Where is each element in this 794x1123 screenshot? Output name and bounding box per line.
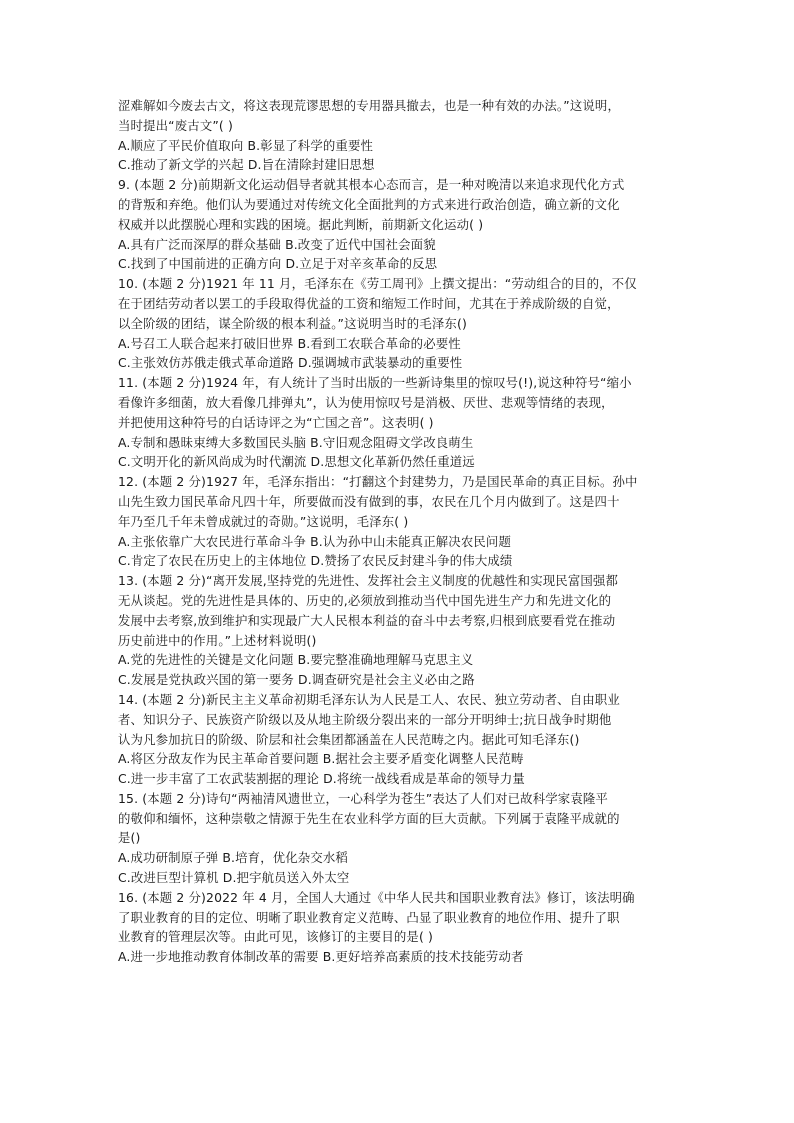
question-line: 看像许多细菌，放大看像几排弹丸”，认为使用惊叹号是消极、厌世、悲观等情绪的表现， xyxy=(118,394,614,410)
answer-options: C.改进巨型计算机 D.把宇航员送入外太空 xyxy=(118,870,350,886)
question-line: 者、知识分子、民族资产阶级以及从地主阶级分裂出来的一部分开明绅士;抗日战争时期他 xyxy=(118,711,612,727)
answer-options: C.肯定了农民在历史上的主体地位 D.赞扬了农民反封建斗争的伟大成绩 xyxy=(118,553,513,569)
question-line: 的敬仰和缅怀，这种崇敬之情源于先生在农业科学方面的巨大贡献。下列属于袁隆平成就的 xyxy=(118,810,620,826)
question-block xyxy=(118,888,684,967)
answer-options: C.发展是党执政兴国的第一要务 D.调查研究是社会主义必由之路 xyxy=(118,672,475,688)
intro-option: A.顺应了平民价值取向 B.彰显了科学的重要性 xyxy=(118,137,374,153)
question-line: 年乃至几千年未曾成就过的奇勋。”这说明，毛泽东( ) xyxy=(118,513,409,529)
question-stem: 11. (本题 2 分)1924 年，有人统计了当时出版的一些新诗集里的惊叹号(!),说这种符号“缩小 xyxy=(118,375,632,391)
intro-line: 涩难解如今废去古文，将这表现荒谬思想的专用器具撤去，也是一种有效的办法。”这说明， xyxy=(118,98,620,113)
question-line: 在于团结劳动者以罢工的手段取得优益的工资和缩短工作时间，尤其在于养成阶级的自觉， xyxy=(118,295,620,311)
answer-options: A.主张依靠广大农民进行革命斗争 B.认为孙中山未能真正解决农民问题 xyxy=(118,533,512,549)
intro-line: 当时提出“废古文”( ) xyxy=(118,117,233,133)
question-block xyxy=(118,175,684,274)
question-line: 认为凡参加抗日的阶级、阶层和社会集团都涵盖在人民范畴之内。据此可知毛泽东() xyxy=(118,731,580,747)
question-stem: 13. (本题 2 分)“离开发展,坚持党的先进性、发挥社会主义制度的优越性和实现民富国强都 xyxy=(118,573,619,589)
question-line: 是() xyxy=(118,830,141,846)
answer-options: A.成功研制原子弹 B.培育，优化杂交水稻 xyxy=(118,850,348,866)
question-line: 无从谈起。党的先进性是具体的、历史的,必须放到推动当代中国先进生产力和先进文化的 xyxy=(118,592,612,608)
answer-options: C.找到了中国前进的正确方向 D.立足于对辛亥革命的反思 xyxy=(118,256,438,272)
answer-options: A.具有广泛而深厚的群众基础 B.改变了近代中国社会面貌 xyxy=(118,236,436,252)
answer-options: A.号召工人联合起来打破旧世界 B.看到工农联合革命的必要性 xyxy=(118,335,461,351)
answer-options: A.将区分敌友作为民主革命首要问题 B.据社会主要矛盾变化调整人民范畴 xyxy=(118,751,524,767)
answer-options: C.主张效仿苏俄走俄式革命道路 D.强调城市武装暴动的重要性 xyxy=(118,355,463,371)
question-block xyxy=(118,789,684,888)
question-block xyxy=(118,571,684,690)
question-block xyxy=(118,373,684,472)
question-line: 业教育的管理层次等。由此可见，该修订的主要目的是( ) xyxy=(118,929,434,945)
question-block xyxy=(118,274,684,373)
question-stem: 10. (本题 2 分)1921 年 11 月，毛泽东在《劳工周刊》上撰文提出：“劳动组合的目的，不仅 xyxy=(118,276,637,292)
question-line: 山先生致力国民革命凡四十年，所要做而没有做到的事，农民在几个月内做到了。这是四十 xyxy=(118,493,620,509)
question-stem: 16. (本题 2 分)2022 年 4 月，全国人大通过《中华人民共和国职业教育法》修订，该法明确 xyxy=(118,889,635,905)
intro-option: C.推动了新文学的兴起 D.旨在清除封建旧思想 xyxy=(118,157,375,173)
question-line: 了职业教育的目的定位、明晰了职业教育定义范畴、凸显了职业教育的地位作用、提升了职 xyxy=(118,909,620,925)
question-block xyxy=(118,472,684,571)
answer-options: A.党的先进性的关键是文化问题 B.要完整准确地理解马克思主义 xyxy=(118,652,474,668)
intro-block xyxy=(118,96,684,175)
question-line: 并把使用这种符号的白话诗评之为“亡国之音”。这表明( ) xyxy=(118,414,434,430)
question-line: 以全阶级的团结，谋全阶级的根本利益。”这说明当时的毛泽东() xyxy=(118,315,467,331)
question-line: 历史前进中的作用。”上述材料说明() xyxy=(118,632,317,648)
question-stem: 15. (本题 2 分)诗句“两袖清风遗世立，一心科学为苍生”表达了人们对已故科学家袁隆平 xyxy=(118,790,608,806)
question-stem: 9. (本题 2 分)前期新文化运动倡导者就其根本心态而言，是一种对晚清以来追求现代化方式 xyxy=(118,177,625,193)
answer-options: C.文明开化的新风尚成为时代潮流 D.思想文化革新仍然任重道远 xyxy=(118,454,475,470)
question-line: 发展中去考察,放到维护和实现最广大人民根本利益的奋斗中去考察,归根到底要看党在推动 xyxy=(118,612,616,628)
question-list xyxy=(118,175,684,967)
answer-options: C.进一步丰富了工农武装割据的理论 D.将统一战线看成是革命的领导力量 xyxy=(118,771,525,787)
question-line: 权威并以此摆脱心理和实践的困境。据此判断，前期新文化运动( ) xyxy=(118,216,484,232)
answer-options: A.进一步地推动教育体制改革的需要 B.更好培养高素质的技术技能劳动者 xyxy=(118,949,524,965)
question-stem: 14. (本题 2 分)新民主主义革命初期毛泽东认为人民是工人、农民、独立劳动者、自由职业 xyxy=(118,691,620,707)
answer-options: A.专制和愚昧束缚大多数国民头脑 B.守旧观念阻碍文学改良萌生 xyxy=(118,434,474,450)
document-page xyxy=(118,96,684,967)
question-stem: 12. (本题 2 分)1927 年，毛泽东指出：“打翻这个封建势力，乃是国民革命的真正目标。孙中 xyxy=(118,474,638,490)
question-block xyxy=(118,690,684,789)
question-line: 的背叛和弃绝。他们认为要通过对传统文化全面批判的方式来进行政治创造，确立新的文化 xyxy=(118,196,620,212)
